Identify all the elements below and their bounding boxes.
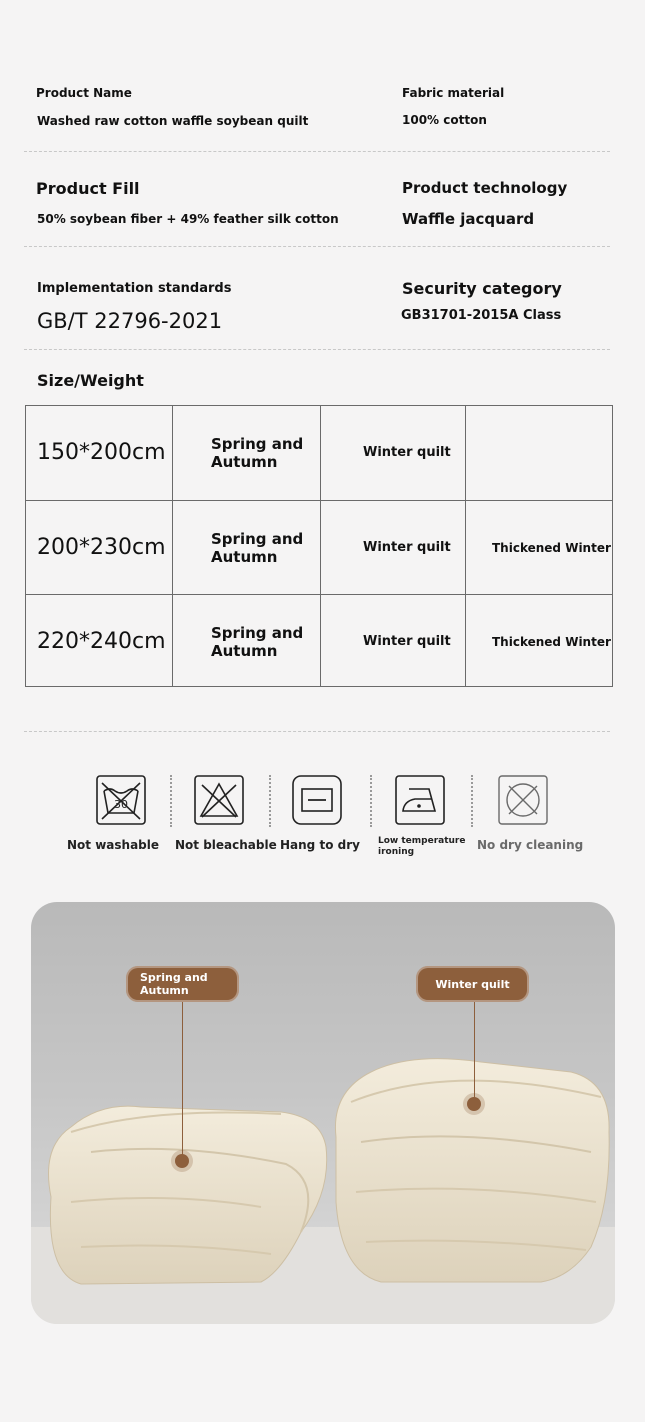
product-name-value: Washed raw cotton waffle soybean quilt (37, 114, 309, 128)
size-cell: 220*240cm (37, 629, 166, 654)
fill-label: Product Fill (36, 179, 140, 198)
line-dry-icon (292, 775, 342, 825)
care-label-hang-to-dry: Hang to dry (280, 838, 360, 852)
technology-label: Product technology (402, 179, 568, 197)
no-dry-clean-icon (498, 775, 548, 825)
care-label-no-dry-cleaning: No dry cleaning (477, 838, 584, 852)
tag-pointer-dot (175, 1154, 189, 1168)
spring-autumn-cell: Spring and Autumn (211, 623, 304, 660)
spring-autumn-cell: Spring and Autumn (211, 529, 304, 566)
spec-divider (24, 349, 610, 350)
fill-value: 50% soybean fiber + 49% feather silk cotton (37, 212, 339, 226)
care-separator (170, 775, 172, 827)
security-value: GB31701-2015A Class (401, 308, 562, 323)
size-cell: 200*230cm (37, 535, 166, 560)
product-name-label: Product Name (36, 86, 132, 100)
spec-divider (24, 151, 610, 152)
care-divider (24, 731, 610, 732)
winter-quilt-tag: Winter quilt (416, 966, 529, 1002)
winter-cell: Winter quilt (363, 634, 451, 649)
thickened-cell: Thickened Winter (492, 634, 611, 649)
care-label-not-washable: Not washable (67, 838, 160, 852)
spring-autumn-cell: Spring and Autumn (211, 434, 304, 471)
care-separator (370, 775, 372, 827)
fabric-value: 100% cotton (402, 113, 487, 127)
care-label-not-bleachable: Not bleachable (175, 838, 277, 852)
tag-pointer-line (474, 1002, 475, 1098)
security-label: Security category (402, 279, 562, 298)
product-photo (31, 902, 615, 1324)
table-row (26, 406, 612, 500)
no-bleach-icon (194, 775, 244, 825)
winter-cell: Winter quilt (363, 445, 451, 460)
tag-pointer-dot (467, 1097, 481, 1111)
spring-autumn-tag: Spring and Autumn (126, 966, 239, 1002)
tag-pointer-line (182, 1002, 183, 1160)
folded-quilts-illustration (31, 902, 615, 1324)
winter-cell: Winter quilt (363, 540, 451, 555)
care-separator (471, 775, 473, 827)
care-separator (269, 775, 271, 827)
size-cell: 150*200cm (37, 440, 166, 465)
spec-divider (24, 246, 610, 247)
table-row (26, 500, 612, 594)
wash-30-icon (96, 775, 146, 825)
size-weight-table (25, 405, 613, 687)
technology-value: Waffle jacquard (402, 210, 535, 228)
standards-label: Implementation standards (37, 281, 232, 296)
svg-text:30: 30 (114, 798, 128, 811)
iron-low-icon (395, 775, 445, 825)
thickened-cell: Thickened Winter (492, 540, 611, 555)
size-weight-title: Size/Weight (37, 371, 144, 390)
fabric-label: Fabric material (402, 86, 505, 100)
care-label-low-temp-ironing: Low temperature ironing (378, 836, 466, 857)
standards-value: GB/T 22796-2021 (37, 309, 223, 333)
table-row (26, 594, 612, 688)
